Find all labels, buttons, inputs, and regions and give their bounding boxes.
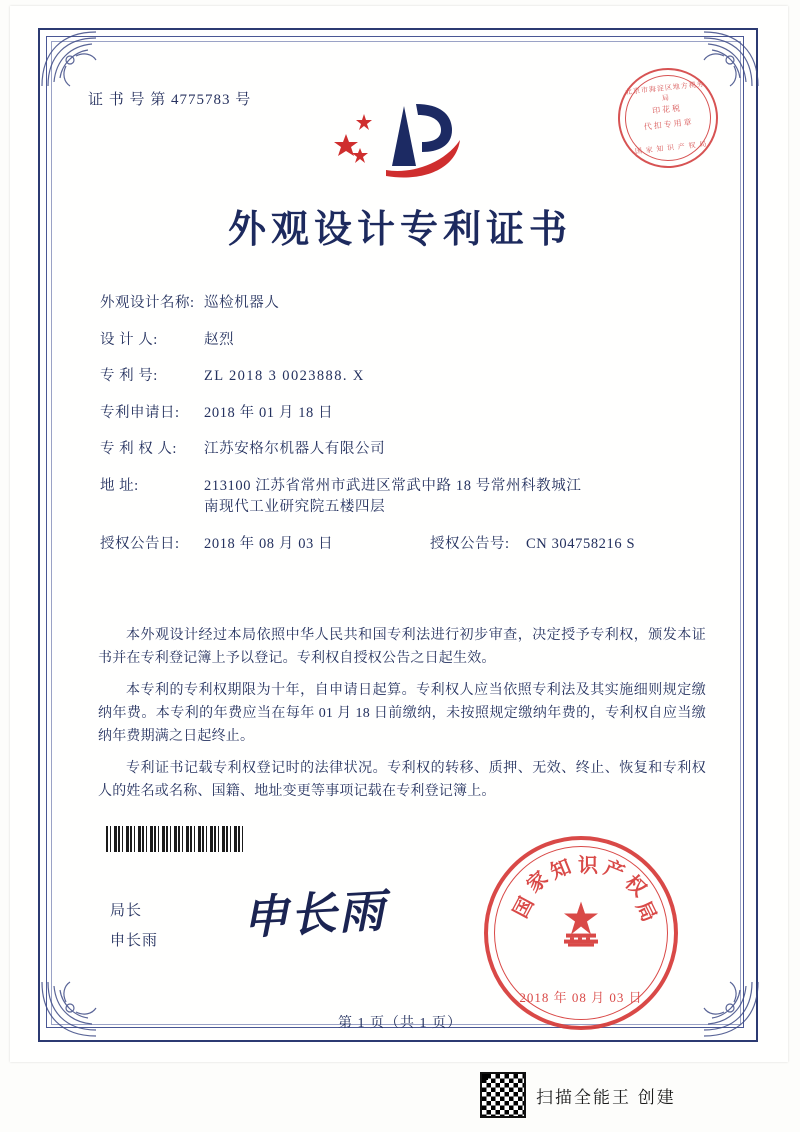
cnipa-logo-icon <box>330 88 470 180</box>
field-grant-number <box>430 537 635 552</box>
field-application-date <box>100 406 700 421</box>
signature-name: 申长雨 <box>110 933 159 949</box>
national-emblem-icon <box>544 892 618 966</box>
field-value-designer: 赵烈 <box>204 331 235 348</box>
seal-char-1: 国 <box>509 893 539 922</box>
field-address <box>100 479 700 515</box>
body-paragraphs <box>98 624 706 812</box>
field-label-grant-number: 授权公告号: <box>430 535 510 552</box>
field-value-grant-date: 2018 年 08 月 03 日 <box>204 535 334 552</box>
seal-char-5: 产 <box>600 856 628 885</box>
field-grant-date <box>100 537 430 552</box>
qr-code-icon <box>480 1072 526 1118</box>
tax-stamp-line1: 印花税 <box>651 103 683 116</box>
field-label-address: 地 址: <box>100 477 139 494</box>
page-number: 第 1 页（共 1 页） <box>338 1016 462 1031</box>
field-value-patent-number: ZL 2018 3 0023888. X <box>204 368 365 384</box>
seal-char-4: 识 <box>578 855 598 877</box>
page-title: 外观设计专利证书 <box>227 209 572 251</box>
handwritten-signature: 申长雨 <box>240 883 388 945</box>
field-patent-number <box>100 369 700 384</box>
field-list <box>100 296 700 567</box>
seal-char-2: 家 <box>522 867 553 898</box>
seal-char-7: 局 <box>631 897 661 926</box>
field-value-application-date: 2018 年 01 月 18 日 <box>204 404 334 421</box>
paragraph-1: 本外观设计经过本局依照中华人民共和国专利法进行初步审查，决定授予专利权，颁发本证书并在专利登记簿上予以登记。专利权自授权公告之日起生效。 <box>98 628 706 666</box>
field-value-patentee: 江苏安格尔机器人有限公司 <box>204 441 386 457</box>
seal-char-3: 知 <box>547 855 575 884</box>
certificate-number: 证 书 号 第 4775783 号 <box>88 92 252 108</box>
field-value-grant-number: CN 304758216 S <box>526 535 636 552</box>
signature-block <box>110 896 158 956</box>
official-seal <box>484 836 678 1030</box>
tax-stamp-arc-bottom: 国 家 知 识 产 权 局 <box>634 140 708 156</box>
paragraph-3: 专利证书记载专利权登记时的法律状况。专利权的转移、质押、无效、终止、恢复和专利权人的姓名或名称、国籍、地址变更等事项记载在专利登记簿上。 <box>98 761 706 799</box>
signature-role: 局长 <box>110 903 143 919</box>
address-line-2: 南现代工业研究院五楼四层 <box>204 499 386 515</box>
field-value-address <box>204 479 700 515</box>
field-designer <box>100 333 700 348</box>
field-label-grant-date: 授权公告日: <box>100 535 180 552</box>
seal-date: 2018 年 08 月 03 日 <box>519 990 643 1005</box>
field-label-patentee: 专 利 权 人: <box>100 441 177 457</box>
scanner-watermark <box>480 1072 676 1118</box>
field-label-design-name: 外观设计名称: <box>100 295 195 311</box>
watermark-text: 扫描全能王 创建 <box>536 1087 676 1107</box>
field-label-designer: 设 计 人: <box>100 331 158 348</box>
seal-char-6: 权 <box>620 871 651 902</box>
field-label-application-date: 专利申请日: <box>100 404 180 421</box>
field-grant-row <box>100 537 700 552</box>
barcode-icon <box>106 826 246 852</box>
paragraph-2: 本专利的专利权期限为十年，自申请日起算。专利权人应当依照专利法及其实施细则规定缴纳年费。本专利的年费应当在每年 01 月 18 日前缴纳，未按照规定缴纳年费的，专利权自应当缴纳年费期满之日起终止。 <box>98 683 706 744</box>
field-design-name <box>100 296 700 311</box>
address-line-1: 213100 江苏省常州市武进区常武中路 18 号常州科教城江 <box>204 477 582 494</box>
field-patentee <box>100 442 700 457</box>
tax-stamp-line2: 代扣专用章 <box>643 117 695 132</box>
tax-stamp-arc-top: 北京市海淀区地方税务局 <box>624 80 706 103</box>
field-label-patent-number: 专 利 号: <box>100 368 158 384</box>
field-value-design-name: 巡检机器人 <box>204 295 280 311</box>
